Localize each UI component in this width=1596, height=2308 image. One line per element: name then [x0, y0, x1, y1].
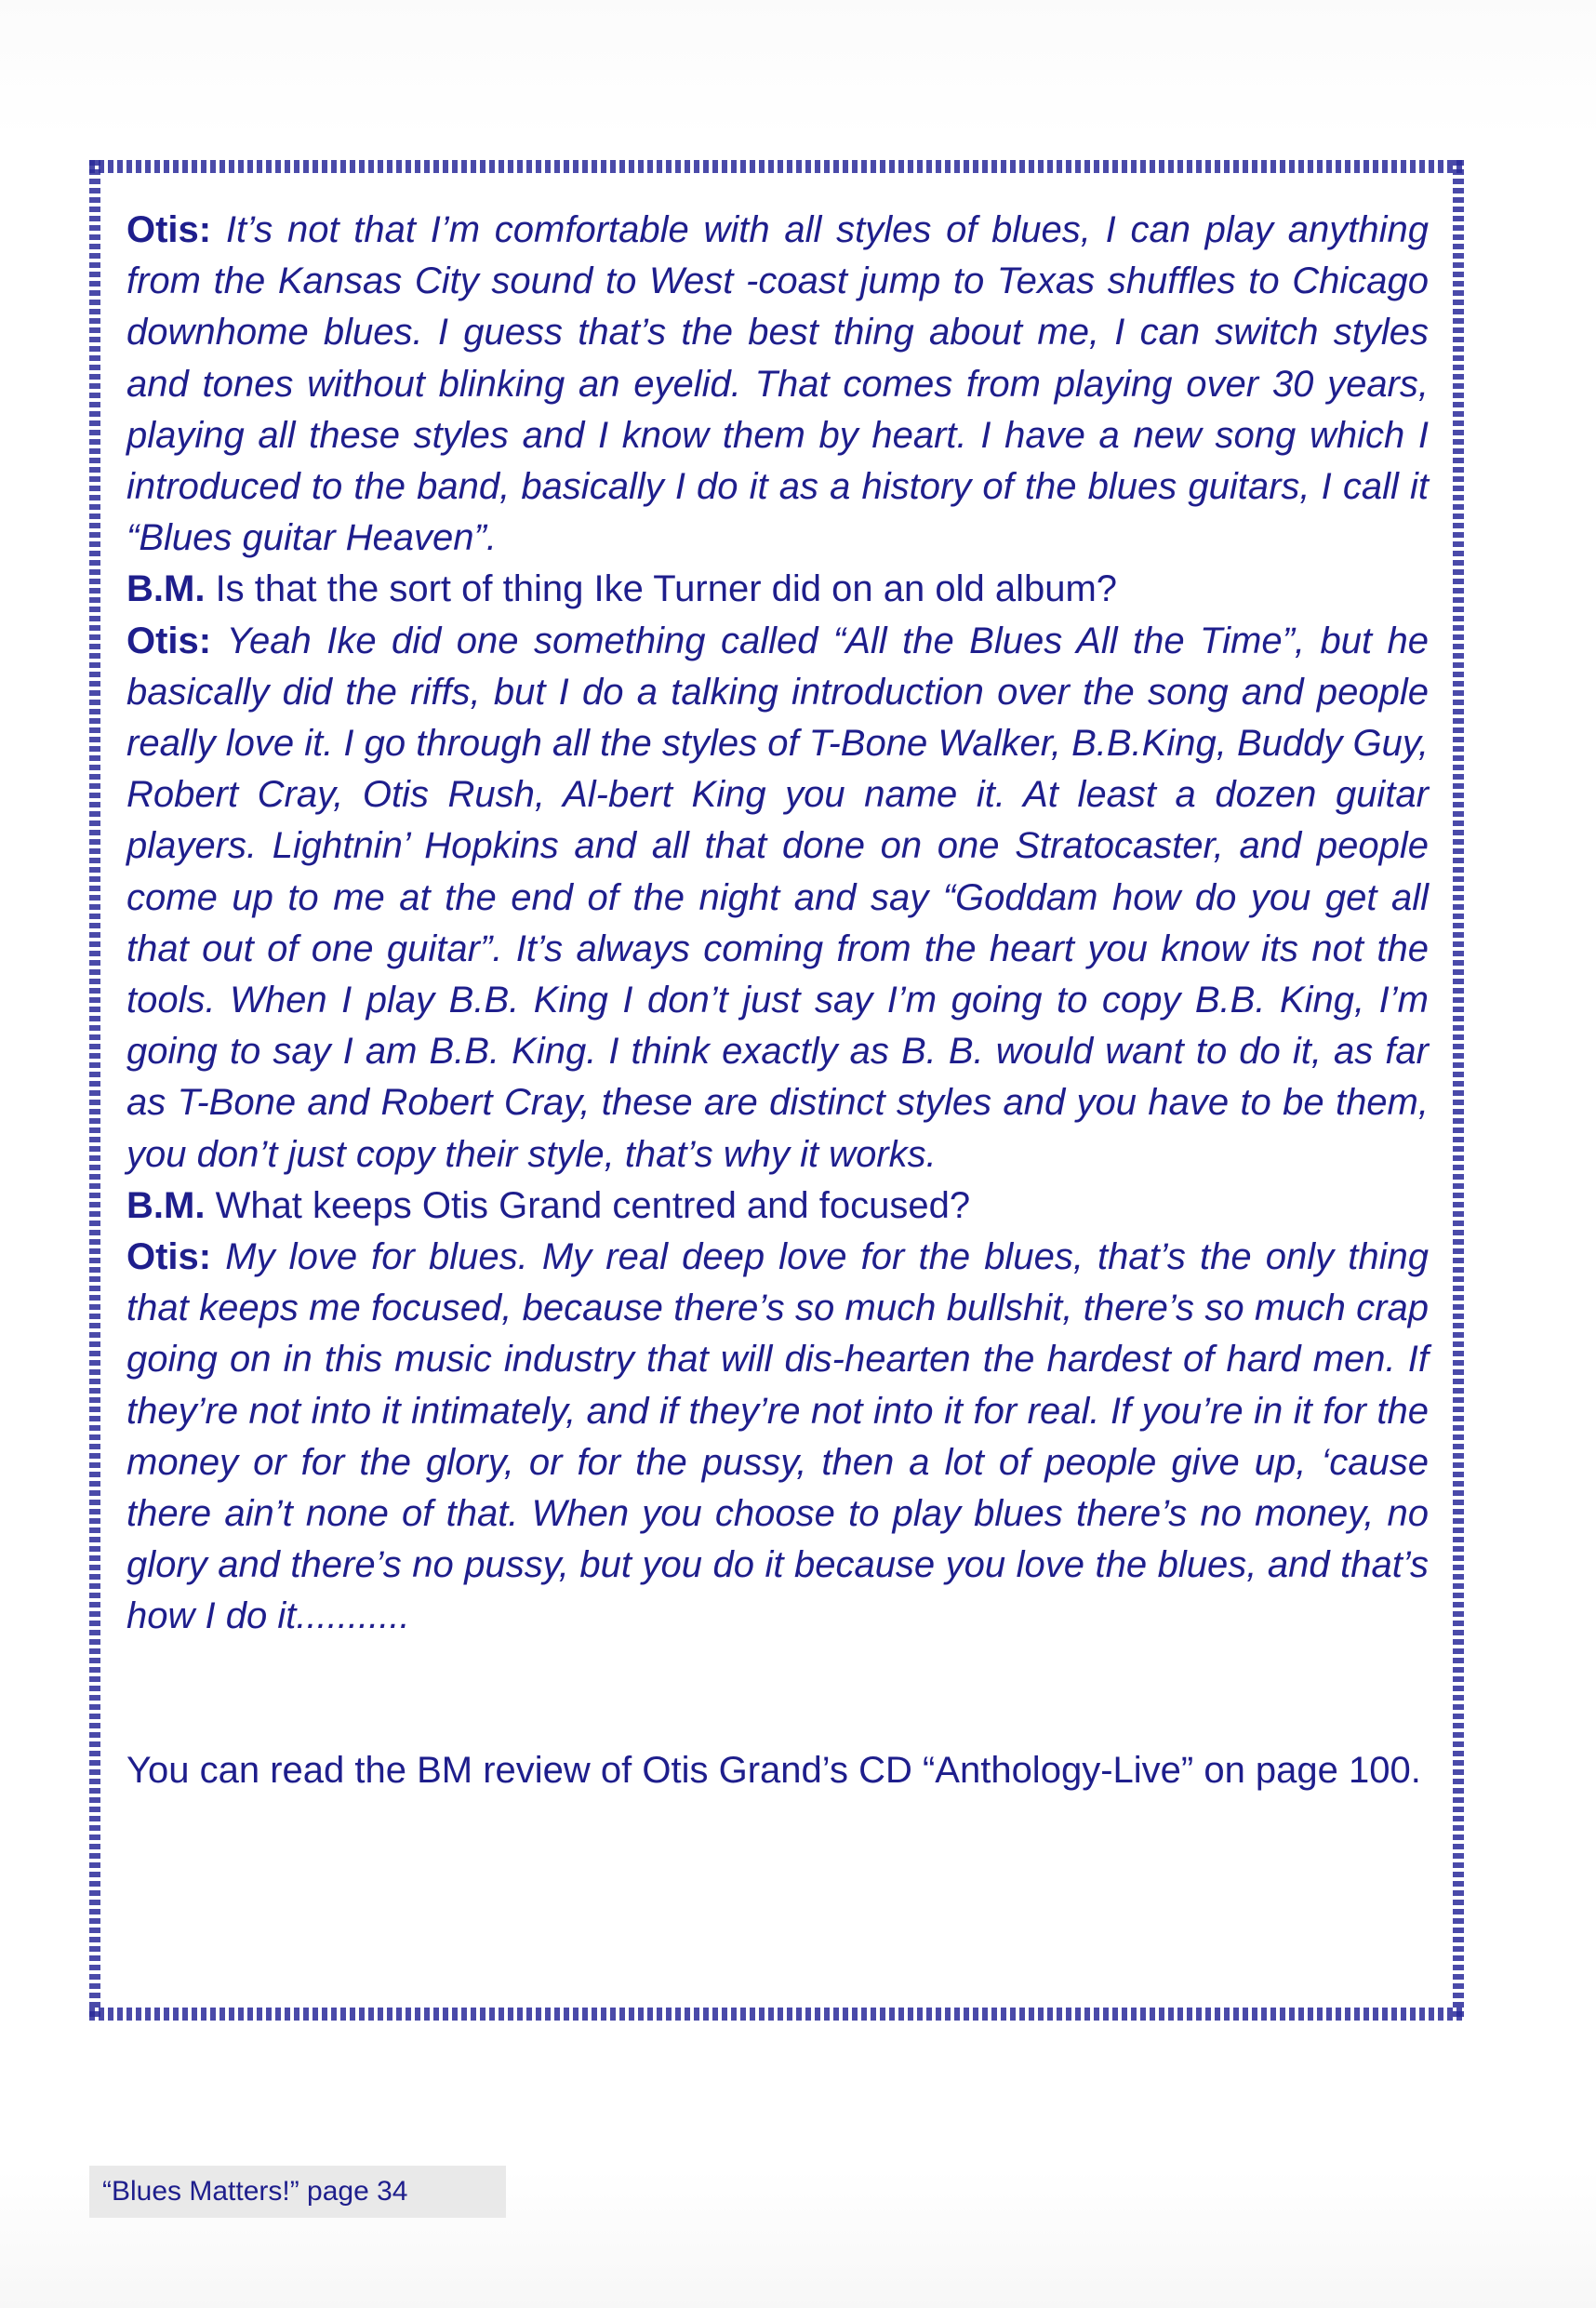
spacer	[126, 1643, 1429, 1745]
answer-text: Yeah Ike did one something called “All the Blues All the Time”, but he basically did the riffs, but I do a talking introduction over the song and people really love it. I go through all the styles of T-Bone Walker, B.B.King, Buddy Guy, Robert Cray, Otis Rush, Al-bert King you name it. At least a dozen guitar players. Lightnin’ Hopkins and all that done on one Stratocaster, and people come up to me at the end of the night and say “Goddam how do you get all that out of one guitar”. It’s always coming from the heart you know its not the tools. When I play B.B. King I don’t just say I’m going to copy B.B. King, I’m going to say I am B.B. King. I think exactly as B. B. would want to do it, as far as T-Bone and Robert Cray, these are distinct styles and you have to be them, you don’t just copy their style, that’s why it works.	[126, 620, 1429, 1175]
review-footnote: You can read the BM review of Otis Grand’s CD “Anthology-Live” on page 100.	[126, 1749, 1421, 1791]
decorative-border-left	[89, 160, 100, 2021]
interview-paragraph-3	[126, 616, 1429, 1181]
page-footer: “Blues Matters!” page 34	[89, 2166, 506, 2218]
speaker-label: Otis:	[126, 209, 212, 250]
interview-paragraph-2	[126, 564, 1429, 615]
question-text: What keeps Otis Grand centred and focused?	[215, 1184, 971, 1226]
decorative-border-bottom	[89, 2008, 1464, 2021]
decorative-border-right	[1453, 160, 1464, 2021]
interview-paragraph-1	[126, 205, 1429, 564]
decorative-border-top	[89, 160, 1464, 173]
answer-text: It’s not that I’m comfortable with all styles of blues, I can play anything from the Kansas City sound to West -coast jump to Texas shuffles to Chicago downhome blues. I guess that’s the best thing about me, I can switch styles and tones without blinking an eyelid. That comes from playing over 30 years, playing all these styles and I know them by heart. I have a new song which I introduced to the band, basically I do it as a history of the blues guitars, I call it “Blues guitar Heaven”.	[126, 209, 1429, 559]
speaker-label: Otis:	[126, 620, 212, 661]
speaker-label: Otis:	[126, 1236, 212, 1278]
answer-text: My love for blues. My real deep love for the blues, that’s the only thing that keeps me focused, because there’s so much bullshit, there’s so much crap going on in this music industry that will dis-hearten the hardest of hard men. If they’re not into it intimately, and if they’re not into it for real. If you’re in it for the money or for the glory, or for the pussy, then a lot of people give up, ‘cause there ain’t none of that. When you choose to play blues there’s no money, no glory and there’s no pussy, but you do it because you love the blues, and that’s how I do it...........	[126, 1236, 1429, 1637]
interview-paragraph-5	[126, 1232, 1429, 1643]
article-frame	[89, 160, 1464, 2021]
question-text: Is that the sort of thing Ike Turner did on an old album?	[215, 568, 1118, 610]
speaker-label: B.M.	[126, 568, 206, 610]
speaker-label: B.M.	[126, 1184, 206, 1226]
interview-paragraph-4	[126, 1181, 1429, 1232]
interview-text	[126, 205, 1429, 1796]
